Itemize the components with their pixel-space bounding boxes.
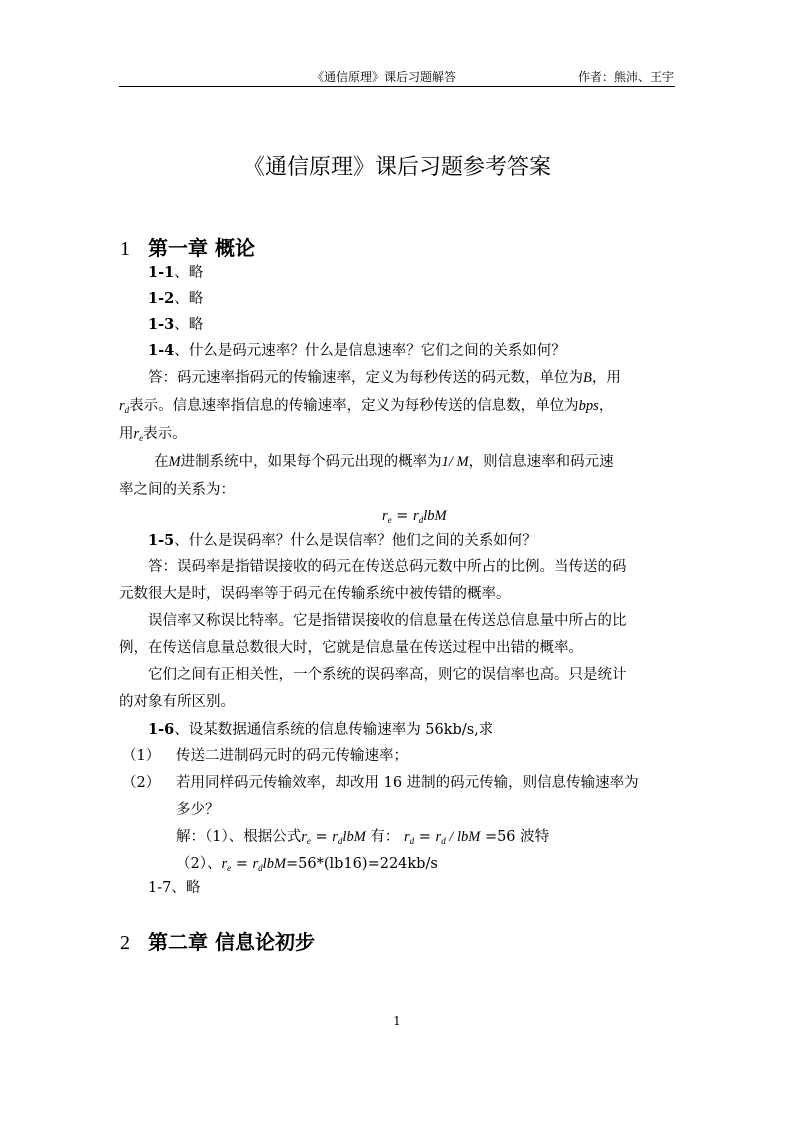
- question-1-3: 1-3、略: [148, 316, 204, 333]
- answer-1-4-line2: $r_d$表示。信息速率指信息的传输速率，定义为每秒传送的信息数，单位为bps，: [119, 398, 614, 415]
- answer-1-4-line3: 用$r_e$表示。: [119, 426, 187, 443]
- formula-rate-relation: $r_e = r_dlbM$: [382, 508, 447, 525]
- chapter-1-heading: [120, 232, 255, 261]
- solution-1: 解：（1）、根据公式$r_e = r_dlbM$ 有： $r_d = r_d$ / lbM =56 波特: [176, 829, 550, 846]
- question-1-6: 1-6、设某数据通信系统的信息传输速率为 56kb/s,求: [148, 721, 494, 738]
- answer-1-4-line4: 在M进制系统中，如果每个码元出现的概率为1/ M，则信息速率和码元速: [154, 454, 614, 470]
- answer-1-5-line6: 的对象有所区别。: [119, 694, 235, 710]
- answer-1-5-line3: 误信率又称误比特率。它是指错误接收的信息量在传送总信息量中所占的比: [148, 613, 627, 629]
- answer-1-4-line1: 答：码元速率指码元的传输速率，定义为每秒传送的码元数，单位为B，用: [148, 370, 621, 386]
- chapter-number: 1: [120, 238, 130, 260]
- document-title: 《通信原理》课后习题参考答案: [242, 155, 551, 180]
- answer-1-5-line5: 它们之间有正相关性，一个系统的误码率高，则它的误信率也高。只是统计: [148, 667, 627, 683]
- question-1-7: 1-7、略: [148, 880, 201, 896]
- question-1-1: 1-1、略: [148, 264, 204, 281]
- item-1-text: 传送二进制码元时的码元传输速率；: [176, 748, 408, 764]
- chapter-number: 2: [120, 932, 130, 954]
- answer-1-5-line4: 例，在传送信息量总数很大时，它就是信息量在传送过程中出错的概率。: [119, 640, 583, 656]
- item-2-text-line2: 多少？: [176, 802, 220, 818]
- chapter-2-heading: [120, 926, 315, 955]
- header-rule: [119, 86, 675, 87]
- chapter-title: 第一章 概论: [148, 236, 255, 260]
- answer-1-5-line2: 元数很大是时，误码率等于码元在传输系统中被传错的概率。: [119, 586, 511, 602]
- item-2-text-line1: 若用同样码元传输效率，却改用 16 进制的码元传输，则信息传输速率为: [176, 775, 639, 791]
- question-1-5: 1-5、什么是误码率？什么是误信率？他们之间的关系如何？: [148, 532, 537, 549]
- chapter-title: 第二章 信息论初步: [148, 930, 315, 954]
- question-1-2: 1-2、略: [148, 290, 204, 307]
- header-book-title: 《通信原理》课后习题解答: [312, 70, 457, 84]
- item-1-number: （1）: [122, 748, 161, 764]
- header-authors: 作者：熊沛、王宇: [578, 70, 675, 84]
- page-number: 1: [393, 1014, 401, 1028]
- solution-2: （2）、$r_e = r_dlbM=56*(lb16)=224kb/s$: [176, 856, 438, 873]
- answer-1-5-line1: 答：误码率是指错误接收的码元在传送总码元数中所占的比例。当传送的码: [148, 559, 627, 575]
- question-1-4: 1-4、什么是码元速率？什么是信息速率？它们之间的关系如何？: [148, 342, 566, 359]
- item-2-number: （2）: [122, 775, 161, 791]
- answer-1-4-line5: 率之间的关系为：: [119, 482, 235, 498]
